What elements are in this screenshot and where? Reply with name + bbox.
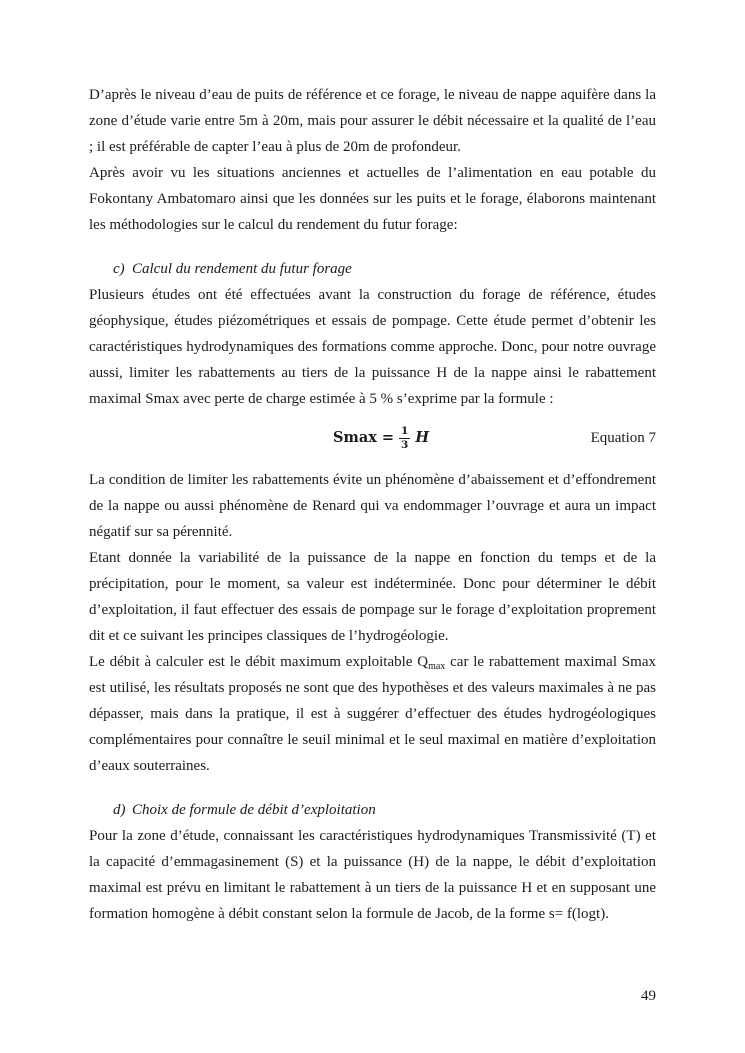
fraction-one-third [399, 425, 410, 451]
equation-number-label: Equation 7 [590, 430, 656, 446]
equation-equals-sign: = [381, 428, 395, 446]
heading-d-text: Choix de formule de débit d’exploitation [132, 802, 376, 818]
heading-d-choix-formule [89, 797, 656, 823]
equation-smax-formula [333, 425, 429, 451]
heading-c-text: Calcul du rendement du futur forage [132, 261, 352, 277]
equation-variable-h: H [415, 428, 430, 446]
paragraph-debit-maximum [89, 649, 656, 779]
page-number: 49 [641, 988, 656, 1004]
paragraph-condition-rabattements: La condition de limiter les rabattements évite un phénomène d’abaissement et d’effondrement de la nappe ou aussi phénomène de Renard qui va endommager l’ouvrage et aura un impact négatif sur sa pérennité. [89, 472, 656, 540]
equation-lhs: Smax [333, 428, 377, 446]
paragraph-formule-jacob: Pour la zone d’étude, connaissant les caractéristiques hydrodynamiques Transmissivité (T) et la capacité d’emmagasinement (S) et la puissance (H) de la nappe, le débit d’exploitation maximal est prévu en limitant le rabattement à un tiers de la puissance H et en supposant une formation homogène à débit constant selon la formule de Jacob, de la forme s= f(logt). [89, 828, 656, 922]
fraction-denominator: 3 [401, 439, 409, 451]
heading-d-marker: d) [113, 802, 126, 818]
paragraph-water-level: D’après le niveau d’eau de puits de référence et ce forage, le niveau de nappe aquifère dans la zone d’étude varie entre 5m à 20m, mais pour assurer le débit nécessaire et la qualité de l’eau ; il est préférable de capter l’eau à plus de 20m de profondeur. [89, 87, 656, 155]
paragraph-etudes-pompage: Plusieurs études ont été effectuées avant la construction du forage de référence, études géophysique, études piézométriques et essais de pompage. Cette étude permet d’obtenir les caractéristiques hydrodynamiques des formations comme approche. Donc, pour notre ouvrage aussi, limiter les rabattements au tiers de la puissance H de la nappe ainsi le rabattement maximal Smax avec perte de charge estimée à 5 % s’exprime par la formule : [89, 287, 656, 407]
paragraph-debit-maximum-after-sub: car le rabattement maximal Smax est utilisé, les résultats proposés ne sont que des hypothèses et des valeurs maximales à ne pas dépasser, mais dans la pratique, il est à suggérer d’effectuer des études hydrogéologiques complémentaires pour connaître le seuil minimal et le seul maximal en matière d’exploitation d’eaux souterraines. [89, 654, 656, 774]
heading-c-marker: c) [113, 261, 125, 277]
text-block [89, 82, 656, 927]
paragraph-debit-maximum-before-sub: Le débit à calculer est le débit maximum exploitable Q [89, 654, 429, 670]
fraction-numerator: 1 [401, 424, 409, 437]
equation-row [89, 421, 656, 455]
heading-c-calcul-rendement [89, 256, 656, 282]
qmax-subscript: max [428, 661, 446, 672]
paragraph-variabilite-puissance: Etant donnée la variabilité de la puissance de la nappe en fonction du temps et de la précipitation, pour le moment, sa valeur est indéterminée. Donc pour déterminer le débit d’exploitation, il faut effectuer des essais de pompage sur le forage d’exploitation proprement dit et ce suivant les principes classiques de l’hydrogéologie. [89, 550, 656, 644]
paragraph-methodology-intro: Après avoir vu les situations anciennes et actuelles de l’alimentation en eau potable du Fokontany Ambatomaro ainsi que les données sur les puits et le forage, élaborons maintenant les méthodologies sur le calcul du rendement du futur forage: [89, 165, 656, 233]
